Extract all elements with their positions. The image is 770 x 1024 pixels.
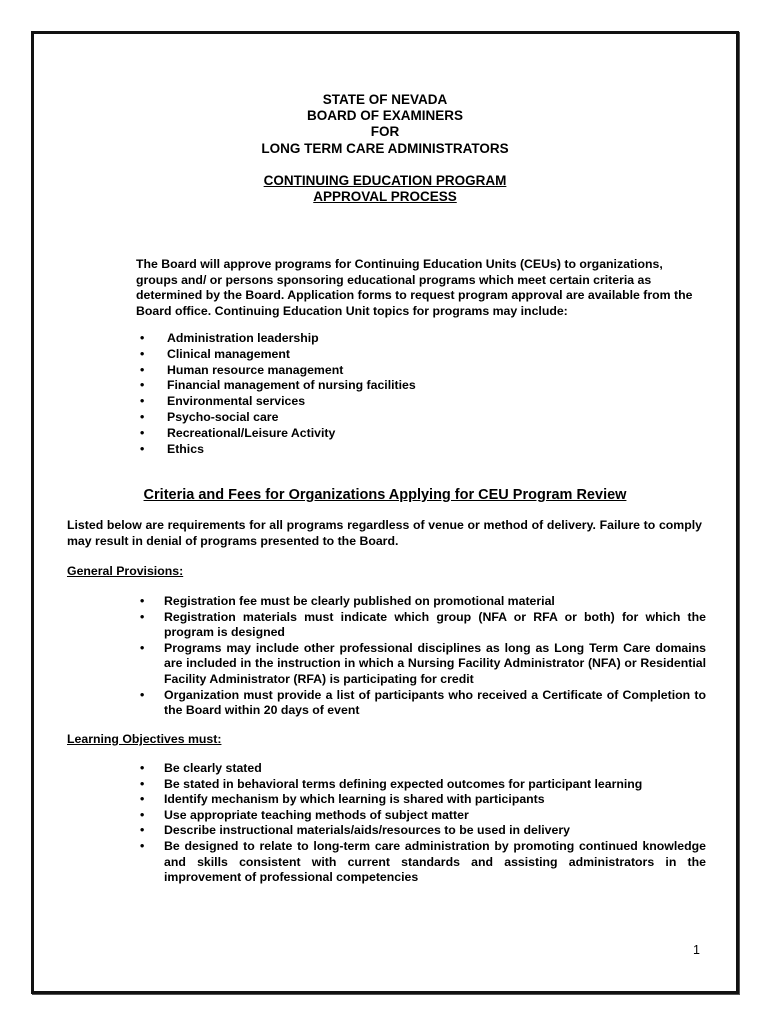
list-item: • Administration leadership [136,331,416,347]
header-ltc-administrators: LONG TERM CARE ADMINISTRATORS [261,140,509,156]
page-number: 1 [693,943,700,957]
learning-objectives-heading: Learning Objectives must: [67,732,222,746]
topics-list [136,331,416,457]
general-provisions-heading: General Provisions: [67,564,184,578]
header-subtitle-approval: APPROVAL PROCESS [313,189,457,205]
list-item: • Registration fee must be clearly published on promotional material [132,594,706,610]
header-board: BOARD OF EXAMINERS [306,108,463,124]
document-header [0,92,770,205]
list-item: • Programs may include other professional disciplines as long as Long Term Care domains are included in the instruction in which a Nursing Facility Administrator (NFA) or Residential Facility Administrator (RFA) is participating for credit [132,641,706,688]
list-item: • Organization must provide a list of participants who received a Certificate of Completion to the Board within 20 days of event [132,688,706,719]
list-item: • Environmental services [136,394,416,410]
list-item: • Be clearly stated [132,761,706,777]
header-subtitle-program: CONTINUING EDUCATION PROGRAM [263,172,507,188]
list-item: • Use appropriate teaching methods of subject matter [132,808,706,824]
criteria-title: Criteria and Fees for Organizations Applying for CEU Program Review [143,487,627,503]
criteria-paragraph: Listed below are requirements for all programs regardless of venue or method of delivery. Failure to comply may result in denial of programs presented to the Board. [67,518,702,548]
list-item: • Ethics [136,442,416,458]
list-item: • Financial management of nursing facilities [136,378,416,394]
list-item: • Be designed to relate to long-term care administration by promoting continued knowledge and skills consistent with current standards and assisting administrators in the improvement of professional competencies [132,839,706,886]
list-item: • Psycho-social care [136,410,416,426]
list-item: • Identify mechanism by which learning is shared with participants [132,792,706,808]
header-for: FOR [370,124,400,140]
list-item: • Describe instructional materials/aids/resources to be used in delivery [132,823,706,839]
learning-objectives-list [132,761,706,886]
intro-paragraph: The Board will approve programs for Continuing Education Units (CEUs) to organizations, groups and/ or persons sponsoring educational programs which meet certain criteria as determined by the Board. Application forms to request program approval are available from the Board office. Continuing Education Unit topics for programs may include: [136,257,693,318]
list-item: • Be stated in behavioral terms defining expected outcomes for participant learning [132,777,706,793]
list-item: • Clinical management [136,347,416,363]
list-item: • Recreational/Leisure Activity [136,426,416,442]
header-state: STATE OF NEVADA [322,92,448,107]
list-item: • Registration materials must indicate which group (NFA or RFA or both) for which the program is designed [132,610,706,641]
general-provisions-list [132,594,706,719]
list-item: • Human resource management [136,363,416,379]
